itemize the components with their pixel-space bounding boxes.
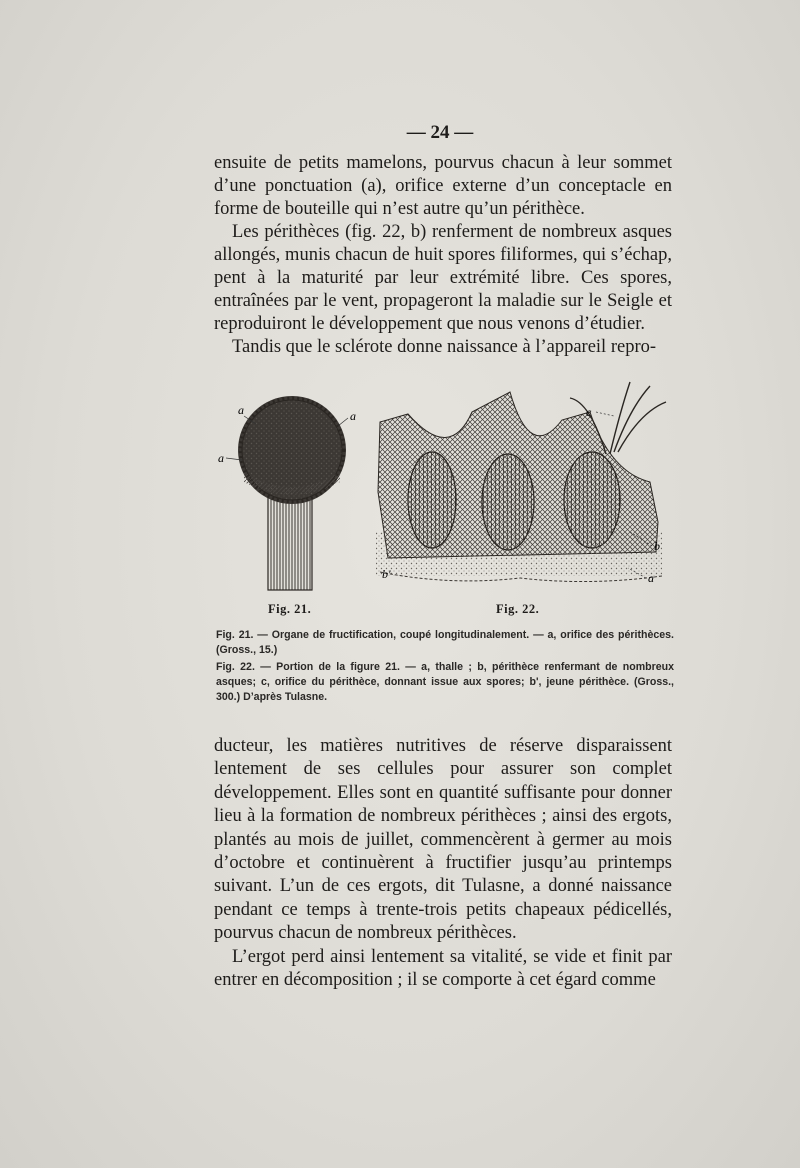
paragraph: L’ergot perd ainsi lentement sa vitalité, se vide et finit par entrer en décomposition ; il se comporte à cet égard comme xyxy=(214,946,672,991)
fig22-caption xyxy=(216,660,674,705)
caption-text: Fig. 21. — Organe de fructification, coupé longitudinalement. — a, orifice des périthèces. (Gross., 15.) xyxy=(216,629,674,656)
fig21-label: Fig. 21. xyxy=(268,602,312,616)
fig21-caption xyxy=(216,628,674,658)
figure-illustrations xyxy=(210,372,680,612)
fig22-letter-a: a xyxy=(648,571,654,585)
paragraph: ducteur, les matières nutritives de réserve disparaissent lentement de ses cellules pour assurer son complet développement. Elles sont en quantité suffisante pour donner lieu à la formation de nombreux périthèces ; ainsi des ergots, plantés au mois de juillet, commencèrent à germer au mois d’octobre et continuèrent à fructifier jusqu’au printemps suivant. L’un de ces ergots, dit Tulasne, a donné naissance pendant ce temps à trente-trois petits chapeaux pédicellés, pourvus chacun de nombreux périthèces. xyxy=(214,736,672,944)
fig21-letter-a2: a xyxy=(350,409,356,423)
fig22-letter-c: c xyxy=(586,405,592,419)
fig21-letter-a3: a xyxy=(218,451,224,465)
fig21-drawing xyxy=(218,396,356,590)
fig21-letter-a1: a xyxy=(238,403,244,417)
paragraph: Les périthèces (fig. 22, b) renferment de nombreux asques allongés, munis chacun de huit spores filiformes, qui s’échap, pent à la maturité par leur extrémité libre. Ces spores, entraînées par le vent, propageront la maladie sur le Seigle et reproduiront le développement que nous venons d’étudier. xyxy=(214,222,672,334)
fig22-drawing xyxy=(376,382,666,585)
figure-area xyxy=(210,372,680,612)
fig22-letter-b-prime: b' xyxy=(382,567,391,581)
paragraph: ensuite de petits mamelons, pourvus chacun à leur sommet d’une ponctuation (a), orifice externe d’un conceptacle en forme de bouteille qui n’est autre qu’un périthèce. xyxy=(214,153,672,219)
caption-text: Fig. 22. — Portion de la figure 21. — a, thalle ; b, périthèce renfermant de nombreux asques; c, orifice du périthèce, donnant issue aux spores; b', jeune périthèce. (Gross., 300.) D’après Tulasne. xyxy=(216,661,674,703)
paragraph: Tandis que le sclérote donne naissance à l’appareil repro- xyxy=(232,337,657,357)
bottom-text-block xyxy=(214,735,672,992)
fig22-letter-b: b xyxy=(654,539,660,553)
fig22-label: Fig. 22. xyxy=(496,602,540,616)
top-text-block xyxy=(214,152,672,359)
page-number: — 24 — xyxy=(406,122,474,143)
